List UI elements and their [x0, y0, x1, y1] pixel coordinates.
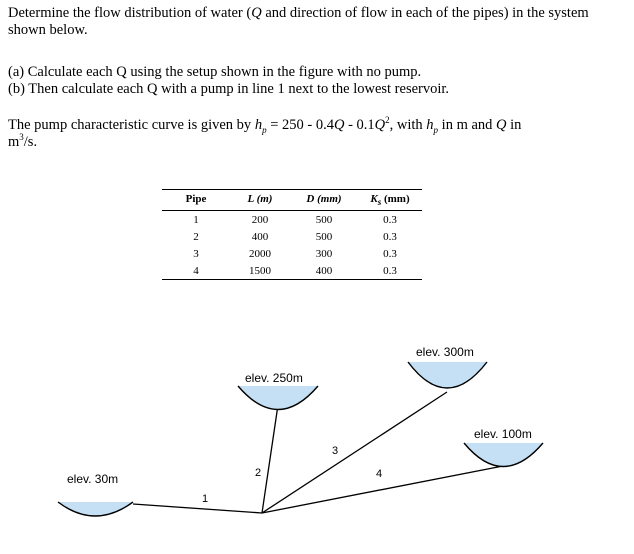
label-elev-100: elev. 100m — [474, 427, 532, 441]
label-elev-300: elev. 300m — [416, 345, 474, 359]
header-roughness: $K_s$ (mm) — [358, 190, 422, 211]
pipe-1 — [133, 504, 262, 513]
header-diameter: D (mm) — [290, 190, 358, 211]
table-row: 4 1500 400 0.3 — [162, 262, 422, 280]
pipe-number-1: 1 — [202, 493, 209, 505]
pipe-number-3: 3 — [332, 445, 339, 457]
pipe-2 — [262, 405, 278, 513]
header-length: L (m) — [230, 190, 290, 211]
label-elev-250: elev. 250m — [245, 371, 303, 385]
header-pipe: Pipe — [162, 190, 230, 211]
pipe-number-2: 2 — [255, 467, 262, 479]
pipe-number-4: 4 — [376, 468, 383, 480]
label-elev-30: elev. 30m — [67, 472, 119, 486]
table-row: 1 200 500 0.3 — [193, 213, 397, 226]
problem-intro: Determine the flow distribution of water (Q and direction of flow in each of the pipes) in the system shown below. — [8, 5, 589, 38]
part-b: (b) Then calculate each Q with a pump in line 1 next to the lowest reservoir. — [8, 81, 450, 97]
table-row: 2 400 500 0.3 — [193, 230, 397, 243]
pump-curve-text: The pump characteristic curve is given by $h_p = 250 - 0.4Q - 0.1Q^2$, with $h_p$ in m and Q in $m^3/s$. — [8, 115, 522, 150]
table-row: 3 2000 300 0.3 — [193, 247, 397, 260]
part-a: (a) Calculate each Q using the setup shown in the figure with no pump. — [8, 64, 422, 80]
